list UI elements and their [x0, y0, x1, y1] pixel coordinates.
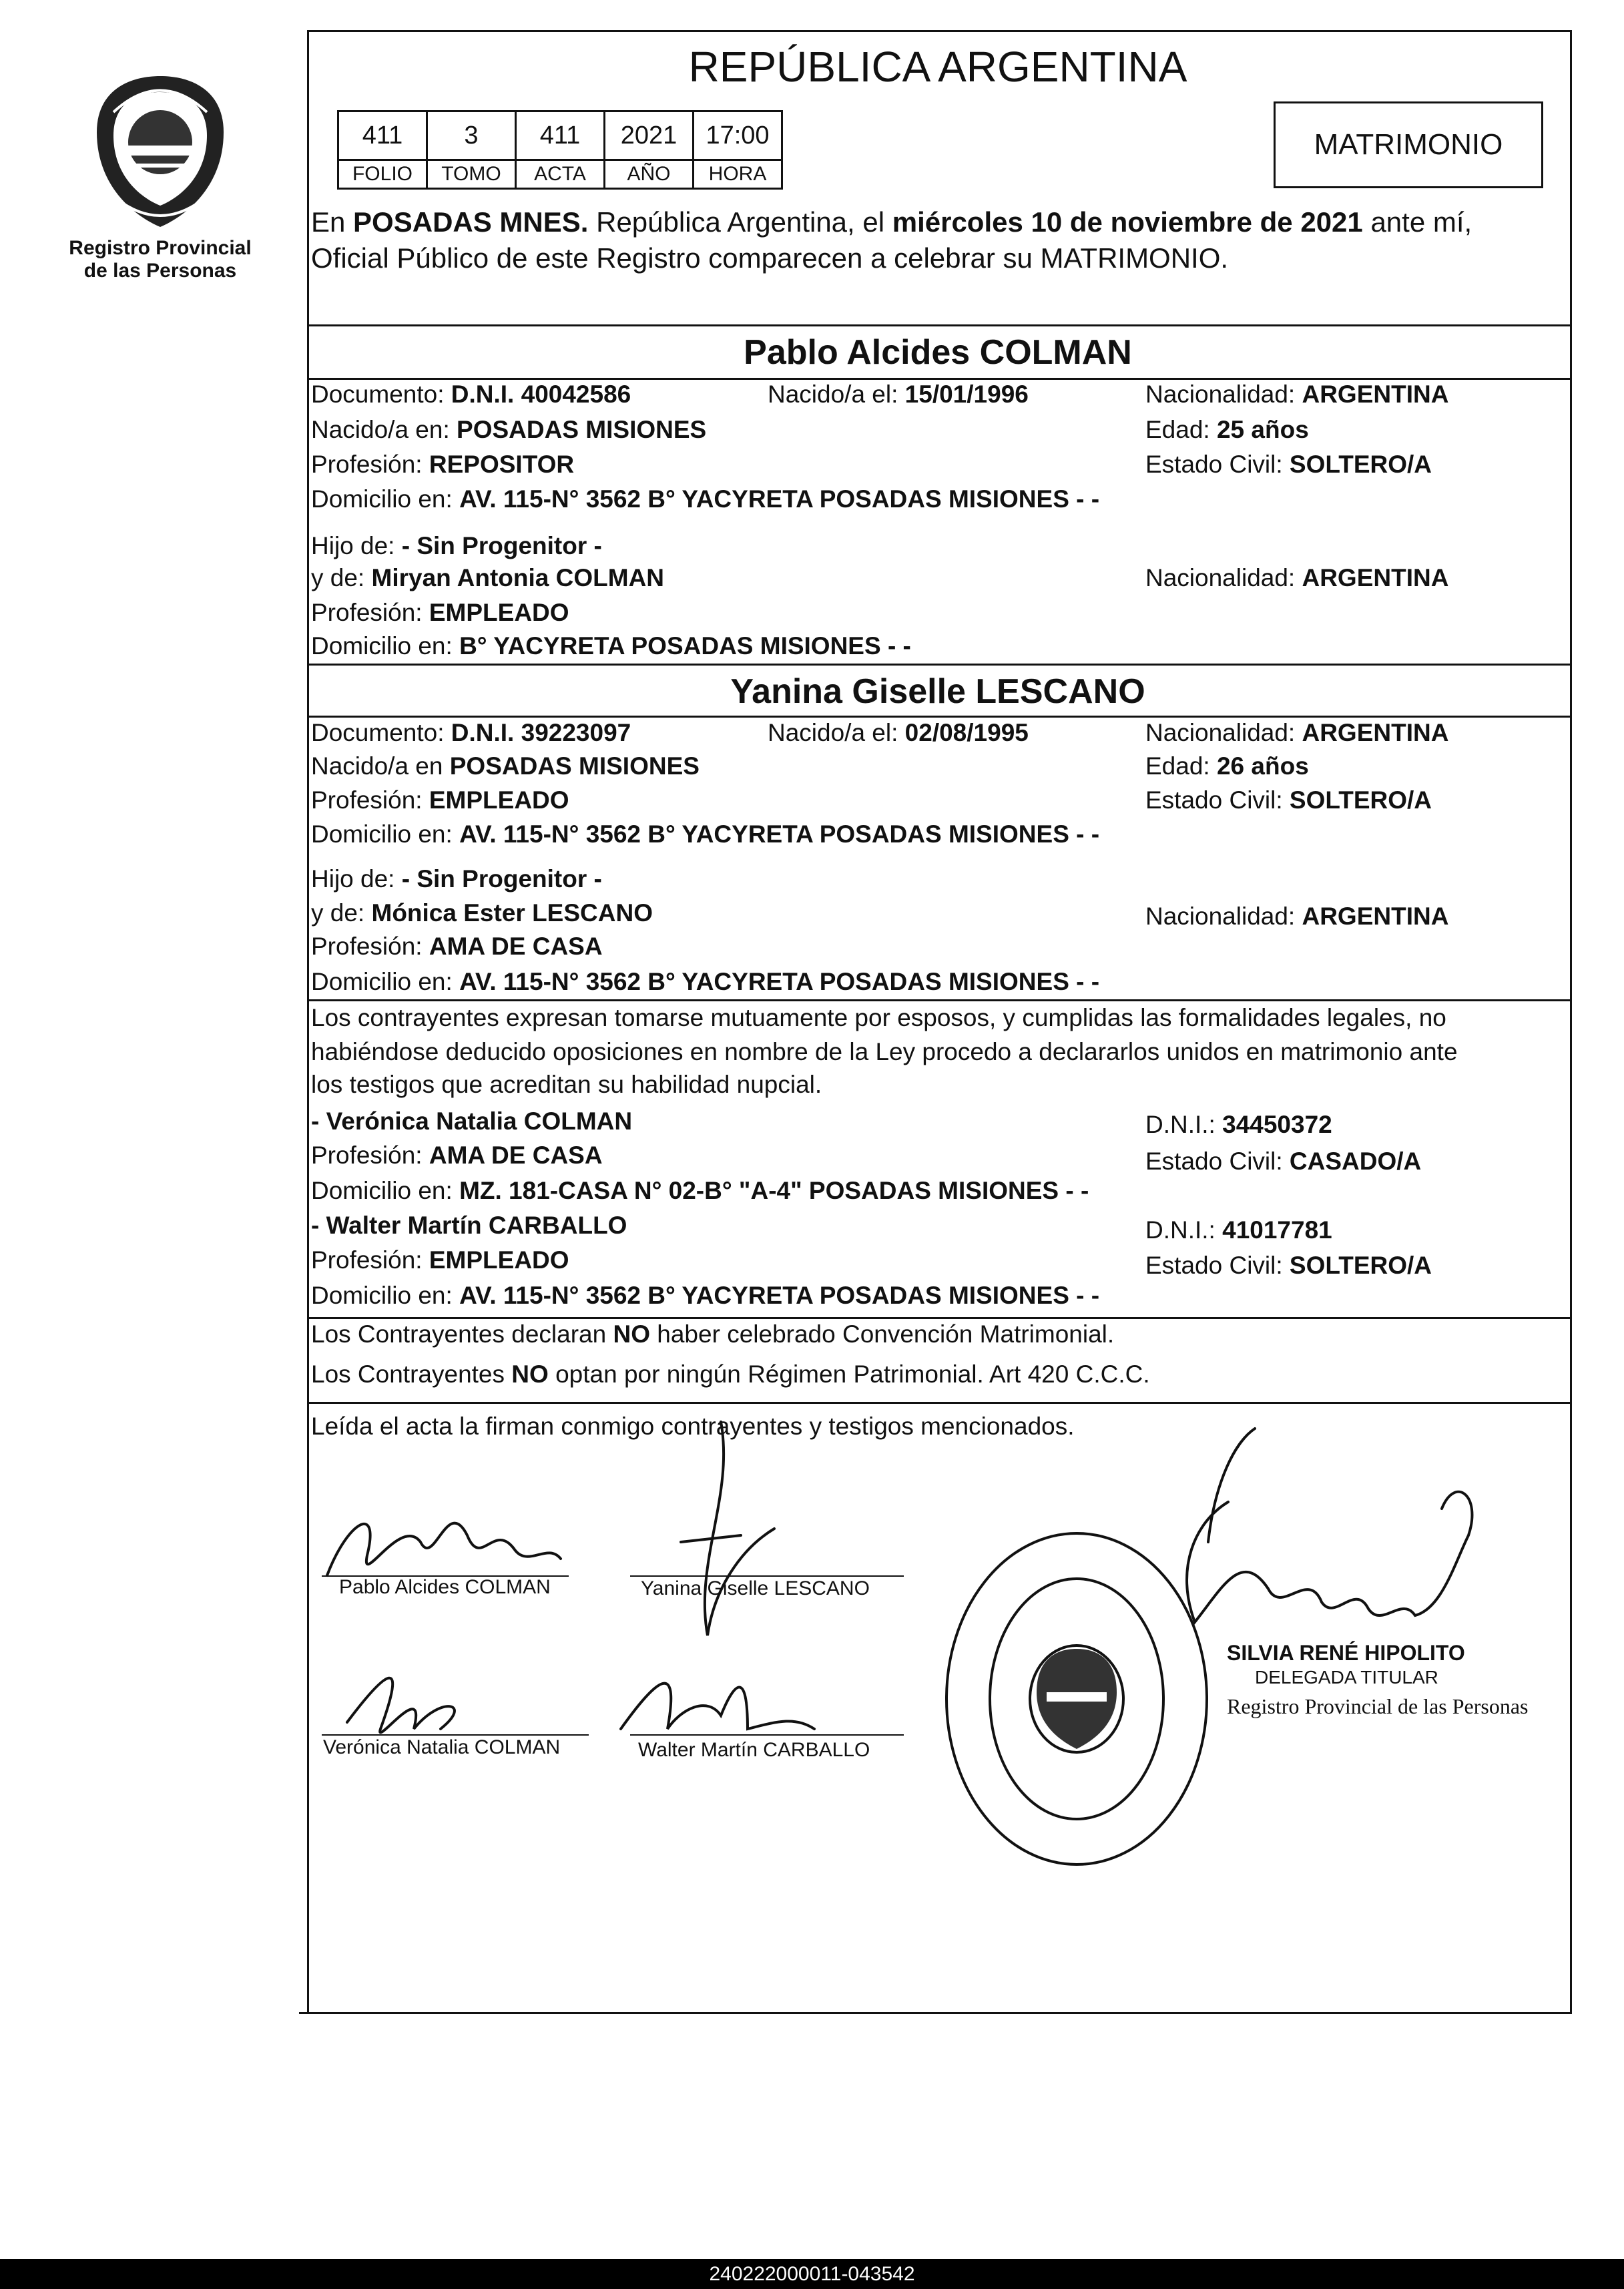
- spouse2-mother-profession: Profesión: AMA DE CASA: [311, 933, 603, 960]
- registry-table: [337, 110, 783, 190]
- declaration-line-3: los testigos que acreditan su habilidad nupcial.: [311, 1071, 822, 1098]
- frame-bottom: [299, 2012, 1572, 2014]
- spouse2-birthdate: Nacido/a el: 02/08/1995: [768, 719, 1029, 746]
- spouse2-mother-address: Domicilio en: AV. 115-N° 3562 B° YACYRETA POSADAS MISIONES - -: [311, 968, 1100, 995]
- witness1-profession: Profesión: AMA DE CASA: [311, 1141, 603, 1169]
- frame-top: [307, 30, 1572, 32]
- divider: [307, 664, 1572, 666]
- document-code-bar: 240222000011-043542: [0, 2259, 1624, 2289]
- divider: [307, 1402, 1572, 1404]
- spouse1-name: Pablo Alcides COLMAN: [744, 333, 1132, 372]
- spouse2-age: Edad: 26 años: [1145, 752, 1309, 780]
- officer-office: Registro Provincial de las Personas: [1227, 1694, 1529, 1718]
- officer-title: DELEGADA TITULAR: [1255, 1667, 1438, 1688]
- spouse1-document: Documento: D.N.I. 40042586: [311, 380, 631, 408]
- year-label: AÑO: [605, 160, 694, 189]
- spouse1-profession: Profesión: REPOSITOR: [311, 451, 575, 478]
- witness2-address: Domicilio en: AV. 115-N° 3562 B° YACYRETA POSADAS MISIONES - -: [311, 1282, 1100, 1309]
- spouse1-mother-address: Domicilio en: B° YACYRETA POSADAS MISIONES - -: [311, 632, 911, 660]
- witness1-dni: D.N.I.: 34450372: [1145, 1111, 1332, 1138]
- officer-name: SILVIA RENÉ HIPOLITO: [1227, 1641, 1465, 1665]
- signature-line: [630, 1734, 904, 1736]
- hour-value: 17:00: [694, 111, 782, 160]
- spouse1-age: Edad: 25 años: [1145, 416, 1309, 443]
- hour-label: HORA: [694, 160, 782, 189]
- witness2-profession: Profesión: EMPLEADO: [311, 1246, 569, 1274]
- spouse1-father: Hijo de: - Sin Progenitor -: [311, 532, 602, 559]
- spouse1-mother-nationality: Nacionalidad: ARGENTINA: [1145, 564, 1449, 591]
- tomo-label: TOMO: [427, 160, 516, 189]
- spouse2-nationality: Nacionalidad: ARGENTINA: [1145, 719, 1449, 746]
- folio-value: 411: [338, 111, 427, 160]
- official-seal-stamp: [940, 1522, 1220, 1869]
- spouse2-civil-status: Estado Civil: SOLTERO/A: [1145, 786, 1432, 814]
- spouse2-address: Domicilio en: AV. 115-N° 3562 B° YACYRETA POSADAS MISIONES - -: [311, 820, 1100, 848]
- spouse1-birthplace: Nacido/a en: POSADAS MISIONES: [311, 416, 707, 443]
- spouse1-civil-status: Estado Civil: SOLTERO/A: [1145, 451, 1432, 478]
- spouse1-nationality: Nacionalidad: ARGENTINA: [1145, 380, 1449, 408]
- convention-line-2: Los Contrayentes NO optan por ningún Régimen Patrimonial. Art 420 C.C.C.: [311, 1360, 1150, 1388]
- logo-label: Registro Provincial de las Personas: [69, 237, 252, 282]
- convention-line-1: Los Contrayentes declaran NO haber celebrado Convención Matrimonial.: [311, 1320, 1115, 1348]
- country-title: REPÚBLICA ARGENTINA: [688, 43, 1187, 91]
- province-seal-logo: [87, 72, 234, 232]
- year-value: 2021: [605, 111, 694, 160]
- signature-label-walter: Walter Martín CARBALLO: [638, 1739, 870, 1761]
- divider: [307, 999, 1572, 1001]
- witness2-civil-status: Estado Civil: SOLTERO/A: [1145, 1252, 1432, 1279]
- spouse2-name: Yanina Giselle LESCANO: [730, 672, 1145, 711]
- spouse1-birthdate: Nacido/a el: 15/01/1996: [768, 380, 1029, 408]
- spouse2-mother: y de: Mónica Ester LESCANO: [311, 899, 653, 927]
- declaration-line-1: Los contrayentes expresan tomarse mutuamente por esposos, y cumplidas las formalidades legales, no: [311, 1004, 1446, 1031]
- spouse1-address: Domicilio en: AV. 115-N° 3562 B° YACYRETA POSADAS MISIONES - -: [311, 485, 1100, 513]
- witness1-address: Domicilio en: MZ. 181-CASA N° 02-B° "A-4" POSADAS MISIONES - -: [311, 1177, 1089, 1204]
- acta-label: ACTA: [516, 160, 605, 189]
- witness1-name: - Verónica Natalia COLMAN: [311, 1107, 633, 1135]
- frame-right: [1570, 30, 1572, 2014]
- act-type-box: MATRIMONIO: [1274, 101, 1543, 188]
- divider: [307, 324, 1572, 326]
- tomo-value: 3: [427, 111, 516, 160]
- signature-label-veronica: Verónica Natalia COLMAN: [323, 1736, 561, 1758]
- spouse2-father: Hijo de: - Sin Progenitor -: [311, 865, 602, 893]
- intro-line-1: En POSADAS MNES. República Argentina, el miércoles 10 de noviembre de 2021 ante mí,: [311, 206, 1472, 238]
- witness2-name: - Walter Martín CARBALLO: [311, 1212, 627, 1239]
- declaration-line-2: habiéndose deducido oposiciones en nombre de la Ley procedo a declararlos unidos en matrimonio ante: [311, 1038, 1458, 1065]
- spouse2-document: Documento: D.N.I. 39223097: [311, 719, 631, 746]
- spouse1-mother: y de: Miryan Antonia COLMAN: [311, 564, 665, 591]
- acta-value: 411: [516, 111, 605, 160]
- intro-line-2: Oficial Público de este Registro comparecen a celebrar su MATRIMONIO.: [311, 242, 1229, 274]
- signature-label-yanina: Yanina Giselle LESCANO: [641, 1577, 870, 1599]
- spouse2-profession: Profesión: EMPLEADO: [311, 786, 569, 814]
- signatures-intro: Leída el acta la firman conmigo contrayentes y testigos mencionados.: [311, 1413, 1075, 1440]
- spouse2-mother-nationality: Nacionalidad: ARGENTINA: [1145, 903, 1449, 930]
- spouse2-birthplace: Nacido/a en POSADAS MISIONES: [311, 752, 700, 780]
- folio-label: FOLIO: [338, 160, 427, 189]
- witness2-dni: D.N.I.: 41017781: [1145, 1216, 1332, 1244]
- spouse1-mother-profession: Profesión: EMPLEADO: [311, 599, 569, 626]
- witness1-civil-status: Estado Civil: CASADO/A: [1145, 1148, 1422, 1175]
- signature-label-pablo: Pablo Alcides COLMAN: [339, 1576, 551, 1598]
